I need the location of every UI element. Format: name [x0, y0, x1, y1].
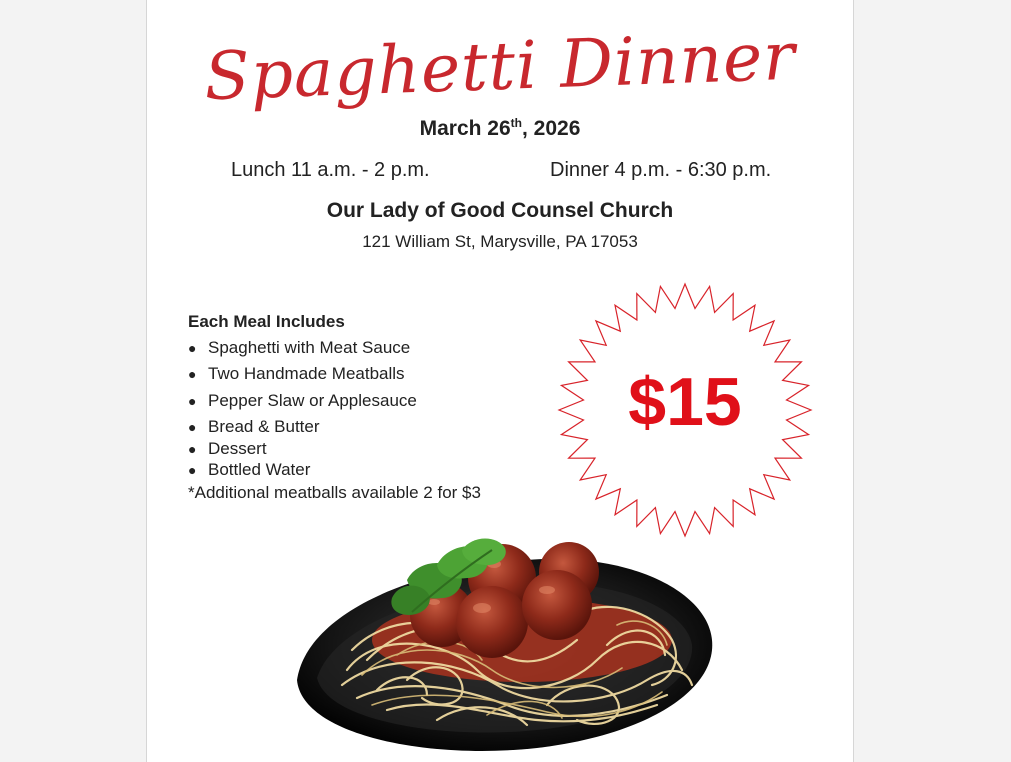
dinner-hours: Dinner 4 p.m. - 6:30 p.m.: [550, 159, 772, 181]
meatball: [456, 586, 528, 658]
bullet-icon: ●: [188, 340, 197, 356]
church-address: 121 William St, Marysville, PA 17053: [362, 232, 638, 251]
bullet-icon: ●: [188, 462, 197, 478]
flyer-title: Spaghetti Dinner: [203, 17, 797, 116]
includes-heading: Each Meal Includes: [188, 312, 345, 331]
price-label: $15: [628, 364, 742, 440]
bullet-icon: ●: [188, 366, 197, 382]
list-item-label: Bread & Butter: [208, 417, 320, 436]
bullet-icon: ●: [188, 419, 197, 435]
list-item-label: Two Handmade Meatballs: [208, 364, 405, 383]
list-item: [188, 459, 310, 481]
list-item-label: Pepper Slaw or Applesauce: [208, 391, 417, 410]
bullet-icon: ●: [188, 441, 197, 457]
flyer-page: [146, 0, 854, 762]
list-item: [188, 363, 405, 385]
list-item: [188, 438, 267, 460]
list-item-label: Bottled Water: [208, 460, 311, 479]
lunch-hours: Lunch 11 a.m. - 2 p.m.: [231, 159, 430, 181]
spaghetti-meatballs-image: [287, 520, 717, 762]
list-item: [188, 390, 417, 412]
list-item-label: Spaghetti with Meat Sauce: [208, 338, 411, 357]
event-date: [147, 117, 853, 141]
church-name: Our Lady of Good Counsel Church: [326, 199, 674, 222]
list-item-label: Dessert: [208, 439, 267, 458]
date-suffix: th: [510, 116, 522, 130]
bullet-icon: ●: [188, 393, 197, 409]
date-main: March 26: [419, 117, 511, 140]
list-item: [188, 337, 410, 359]
date-year: , 2026: [521, 117, 581, 140]
meatball-note: *Additional meatballs available 2 for $3: [188, 483, 481, 502]
meatball: [522, 570, 592, 640]
list-item: [188, 416, 320, 438]
